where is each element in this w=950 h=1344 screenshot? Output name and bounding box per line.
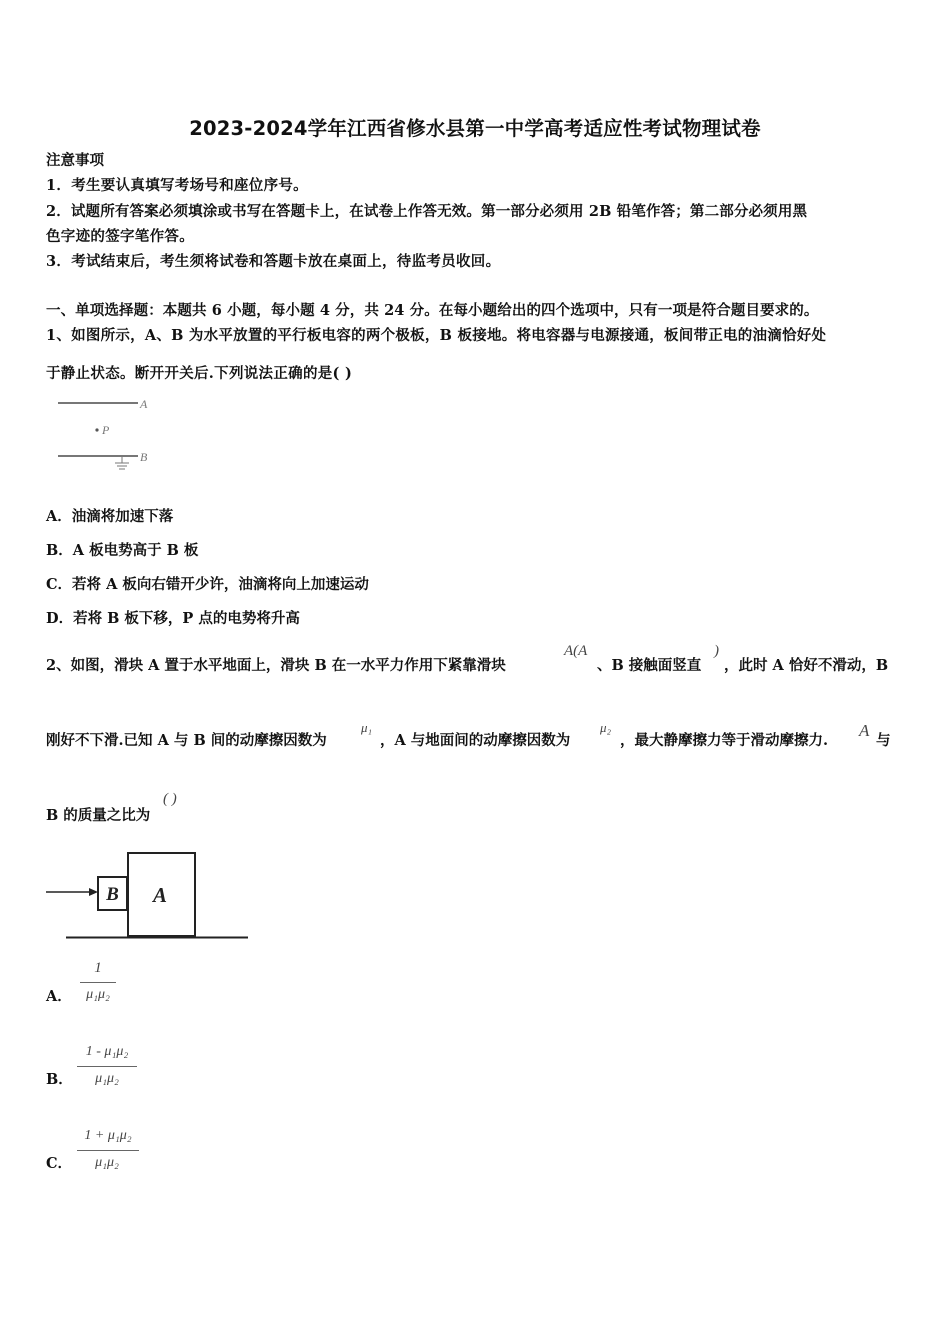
option-text: 若将 A 板向右错开少许，油滴将向上加速运动 [72, 576, 369, 593]
q2-close-paren: ) [714, 643, 719, 659]
plate-a-label: A [140, 397, 148, 411]
page-title: 2023-2024学年江西省修水县第一中学高考适应性考试物理试卷 [189, 117, 761, 140]
q2-stem-line1c: ，此时 A 恰好不滑动，B [724, 657, 889, 674]
mu1-symbol: μ₁ [361, 720, 373, 735]
q2-stem-line2c: ，最大静摩擦力等于滑动摩擦力. [620, 732, 829, 749]
q2-symbol-a-paren: A(A [564, 643, 588, 659]
q2-stem-line3: B 的质量之比为 [46, 807, 151, 824]
q2-symbol-a: A [859, 721, 870, 740]
q1-option-c[interactable] [46, 575, 369, 595]
notice-item-2-cont: 色字迹的签字笔作答。 [46, 228, 194, 245]
option-text: A 板电势高于 B 板 [72, 542, 199, 559]
q2-option-b-denominator: μ₁μ₂ [95, 1071, 119, 1086]
point-p-label: P [102, 423, 110, 437]
option-text: 油滴将加速下落 [71, 508, 174, 525]
section-heading: 一、单项选择题：本题共 6 小题，每小题 4 分，共 24 分。在每小题给出的四个选项中，只有一项是符合题目要求的。 [46, 302, 819, 319]
plate-b-label: B [140, 450, 148, 464]
option-text: 若将 B 板下移，P 点的电势将升高 [73, 610, 300, 627]
q1-option-b[interactable] [46, 541, 198, 561]
notice-item-2: 2．试题所有答案必须填涂或书写在答题卡上，在试卷上作答无效。第一部分必须用 2B 铅笔作答；第二部分必须用黑 [46, 203, 808, 220]
capacitor-figure [50, 392, 160, 474]
q2-stem-line1a: 2、如图，滑块 A 置于水平地面上，滑块 B 在一水平力作用下紧靠滑块 [46, 657, 506, 674]
fraction-bar [80, 982, 116, 983]
q2-stem-line2d: 与 [876, 732, 891, 749]
q2-option-b[interactable]: B． [46, 1071, 73, 1088]
block-b-label: B [106, 884, 119, 905]
block-a-label: A [152, 883, 168, 907]
option-letter: A． [46, 508, 72, 525]
option-letter: C． [46, 576, 73, 593]
notice-heading: 注意事项 [46, 152, 104, 169]
fraction-bar [77, 1066, 137, 1067]
q2-answer-paren: ( ) [163, 791, 177, 807]
q2-option-a-denominator: μ₁μ₂ [86, 987, 110, 1002]
q1-option-a[interactable] [46, 507, 173, 527]
q2-option-a-numerator: 1 [94, 960, 102, 976]
notice-item-3: 3．考试结束后，考生须将试卷和答题卡放在桌面上，待监考员收回。 [46, 253, 501, 270]
q2-option-b-numerator: 1 - μ₁μ₂ [85, 1044, 129, 1059]
notice-item-1: 1．考生要认真填写考场号和座位序号。 [46, 177, 308, 194]
q2-option-c-numerator: 1 + μ₁μ₂ [84, 1128, 132, 1143]
q1-stem-line2: 于静止状态。断开开关后.下列说法正确的是( ) [46, 365, 353, 382]
option-letter: D． [46, 610, 74, 627]
q1-stem-line1: 1、如图所示，A、B 为水平放置的平行板电容的两个极板，B 板接地。将电容器与电源接通，板间带正电的油滴恰好处 [46, 327, 827, 344]
q2-stem-line2b: ，A 与地面间的动摩擦因数为 [380, 732, 571, 749]
q2-stem-line2a: 刚好不下滑.已知 A 与 B 间的动摩擦因数为 [46, 732, 327, 749]
q2-option-c[interactable]: C． [46, 1155, 73, 1172]
option-letter: B． [46, 542, 73, 559]
q2-option-c-denominator: μ₁μ₂ [95, 1155, 119, 1170]
fraction-bar [77, 1150, 139, 1151]
mu2-symbol: μ₂ [600, 720, 612, 735]
q2-option-a[interactable]: A． [46, 988, 72, 1005]
q2-stem-line1b: 、B 接触面竖直 [597, 657, 702, 674]
q1-option-d[interactable] [46, 609, 300, 629]
block-figure [44, 848, 254, 944]
